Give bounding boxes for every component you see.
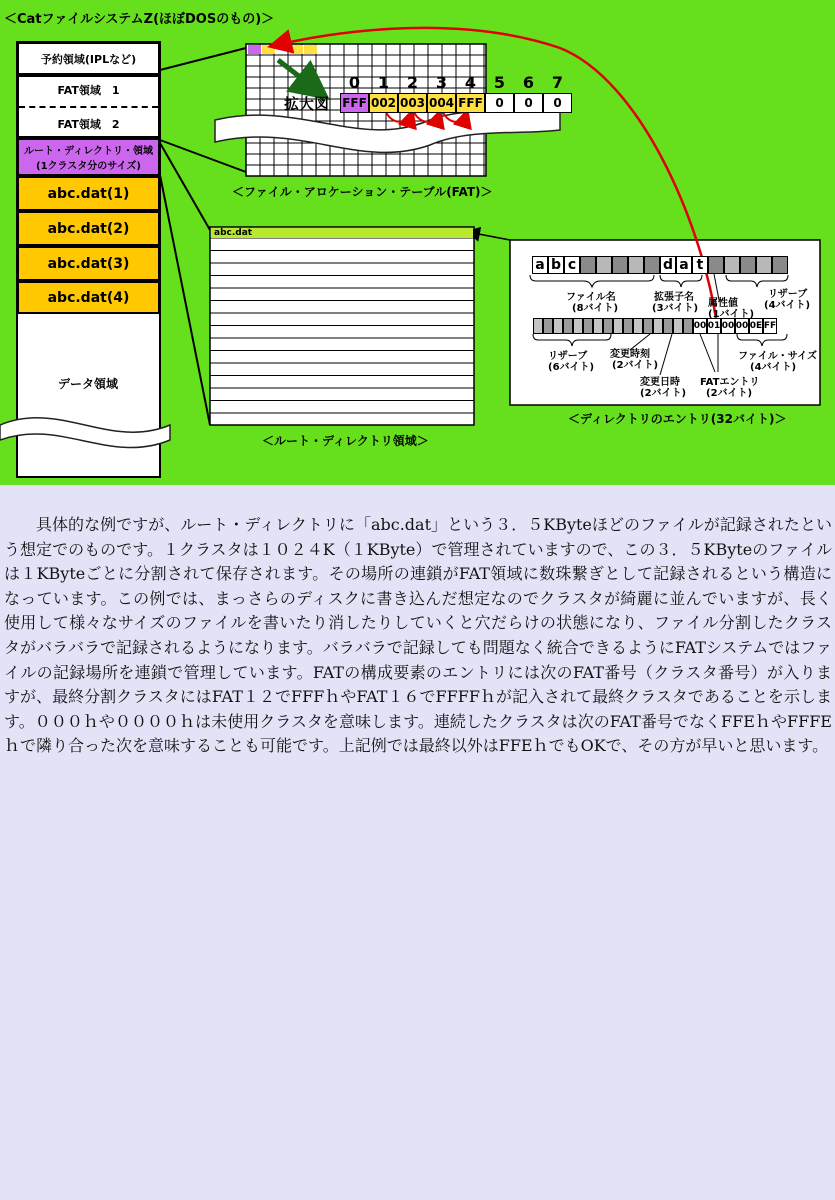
fat-index-4: 4 [464,73,477,92]
mtime-label: 変更時刻 [610,349,650,360]
reserved-byte-cell [543,318,553,334]
reserved-byte-cell [613,318,623,334]
dir-entry-caption: ＜ディレクトリのエントリ(32バイト)＞ [568,412,787,426]
fname-size: (8バイト) [572,303,619,314]
reserve2-label: リザーブ [548,351,588,362]
fat-entry-1: 002 [369,93,398,113]
diagram-title: ＜CatファイルシステムZ(ほぼDOSのもの)＞ [4,12,275,27]
name-byte-cell [580,256,596,274]
fat-index-2: 2 [406,73,419,92]
fat1-label: FAT領域 1 [57,83,120,97]
dir-name-bytes [532,256,788,274]
cluster-abc-1: abc.dat(1) [17,176,160,211]
name-byte-cell: a [532,256,548,274]
data-area-label: データ領域 [58,377,119,391]
root-size-label: (1クラスタ分のサイズ) [36,161,141,172]
cluster-abc-3: abc.dat(3) [17,246,160,281]
reserve2-size: (6バイト) [548,362,595,373]
dir-tail-byte: 00 [693,318,707,334]
fat-index-1: 1 [377,73,390,92]
fat-caption: ＜ファイル・アロケーション・テーブル(FAT)＞ [232,185,493,199]
name-byte-cell: b [548,256,564,274]
fname-label: ファイル名 [566,292,616,303]
root-dir-entry-abc: abc.dat [211,228,473,238]
reserved-byte-cell [553,318,563,334]
fat-area [17,75,160,138]
reserved-byte-cell [643,318,653,334]
cluster-abc-4: abc.dat(4) [17,281,160,314]
attr-label: 属性値 [708,298,738,309]
name-byte-cell: c [564,256,580,274]
reserved-byte-cell [533,318,543,334]
fatentry-size: (2バイト) [706,388,753,399]
name-byte-cell: a [676,256,692,274]
reserved-byte-cell [593,318,603,334]
fat-index-3: 3 [435,73,448,92]
reserved-byte-cell [683,318,693,334]
ext-size: (3バイト) [652,303,699,314]
mdate-label: 変更日時 [640,377,680,388]
name-byte-cell [772,256,788,274]
root-label: ルート・ディレクトリ・領域 [24,146,153,157]
fsize-size: (4バイト) [750,362,797,373]
ext-label: 拡張子名 [654,292,694,303]
fat-entry-row [340,93,572,113]
name-byte-cell [596,256,612,274]
cluster-abc-2: abc.dat(2) [17,211,160,246]
fat-diagram [0,0,835,485]
reserved-byte-cell [623,318,633,334]
fat2-label: FAT領域 2 [57,117,120,131]
reserved-byte-cell [633,318,643,334]
dir-tail-byte: 0E [749,318,763,334]
dir-tail-byte: 01 [707,318,721,334]
name-byte-cell [628,256,644,274]
dir-tail-byte: 00 [721,318,735,334]
fat-index-0: 0 [348,73,361,92]
dir-tail-row [533,318,777,334]
name-byte-cell [708,256,724,274]
fat-entry-3: 004 [427,93,456,113]
reserved-byte-cell [673,318,683,334]
name-byte-cell [612,256,628,274]
reserved-area: 予約領域(IPLなど) [17,42,160,75]
name-byte-cell: d [660,256,676,274]
dir-tail-byte: FF [763,318,777,334]
fat-index-row [340,73,572,92]
mtime-size: (2バイト) [612,360,659,371]
reserved-byte-cell [603,318,613,334]
name-byte-cell [644,256,660,274]
fat-entry-0: FFF [340,93,369,113]
zoom-label: 拡大図 [284,95,330,113]
fat-entry-6: 0 [514,93,543,113]
reserved-byte-cell [653,318,663,334]
fat-entry-5: 0 [485,93,514,113]
fat-entry-7: 0 [543,93,572,113]
reserved-byte-cell [563,318,573,334]
root-dir-area [17,138,160,176]
name-byte-cell [724,256,740,274]
description-text: 具体的な例ですが、ルート・ディレクトリに「abc.dat」という３．５KByteほどのファイルが記録されたという想定でのものです。１クラスタは１０２４K（１KByte）で管理されていますので、この３．５KByteのファイルは１KByteごとに分割されて保存されます。その場所の連鎖がFAT領域に数珠繋ぎとして記録されるという構造になっています。この例では、まっさらのディスクに書き込んだ想定なのでクラスタが綺麗に並んでいますが、長く使用して様々なサイズのファイルを書いたり消したりしていくと穴だらけの状態になり、ファイル分割したクラスタがバラバラで記録されるようになります。バラバラで記録しても問題なく統合できるようにFATシステムではファイルの記録場所を連鎖で管理しています。FATの構成要素のエントリには次のFAT番号（クラスタ番号）が入りますが、最終分割クラスタにはFAT１２でFFFｈやFAT１６でFFFFｈが記入されて最終クラスタであることを示します。０００ｈや００００ｈは未使用クラスタを意味します。連続したクラスタは次のFAT番号でなくFFEｈやFFFEｈで隣り合った次を意味することも可能です。上記例では最終以外はFFEｈでもOKで、その方が早いと思います。 [4,515,832,756]
reserved-byte-cell [663,318,673,334]
reserve1-label: リザーブ [768,289,808,300]
dir-tail-byte: 00 [735,318,749,334]
attr-size: (1バイト) [708,309,755,320]
name-byte-cell: t [692,256,708,274]
fat-divider [19,106,158,108]
reserved-byte-cell [573,318,583,334]
mdate-size: (2バイト) [640,388,687,399]
fat-entry-4: FFF [456,93,485,113]
fat-entry-2: 003 [398,93,427,113]
name-byte-cell [740,256,756,274]
reserved-byte-cell [583,318,593,334]
fatentry-label: FATエントリ [700,377,760,388]
fat-index-6: 6 [522,73,535,92]
fat-index-5: 5 [493,73,506,92]
fsize-label: ファイル・サイズ [738,351,817,362]
name-byte-cell [756,256,772,274]
fat-index-7: 7 [551,73,564,92]
reserve1-size: (4バイト) [764,300,811,311]
root-dir-caption: ＜ルート・ディレクトリ領域＞ [262,434,429,448]
